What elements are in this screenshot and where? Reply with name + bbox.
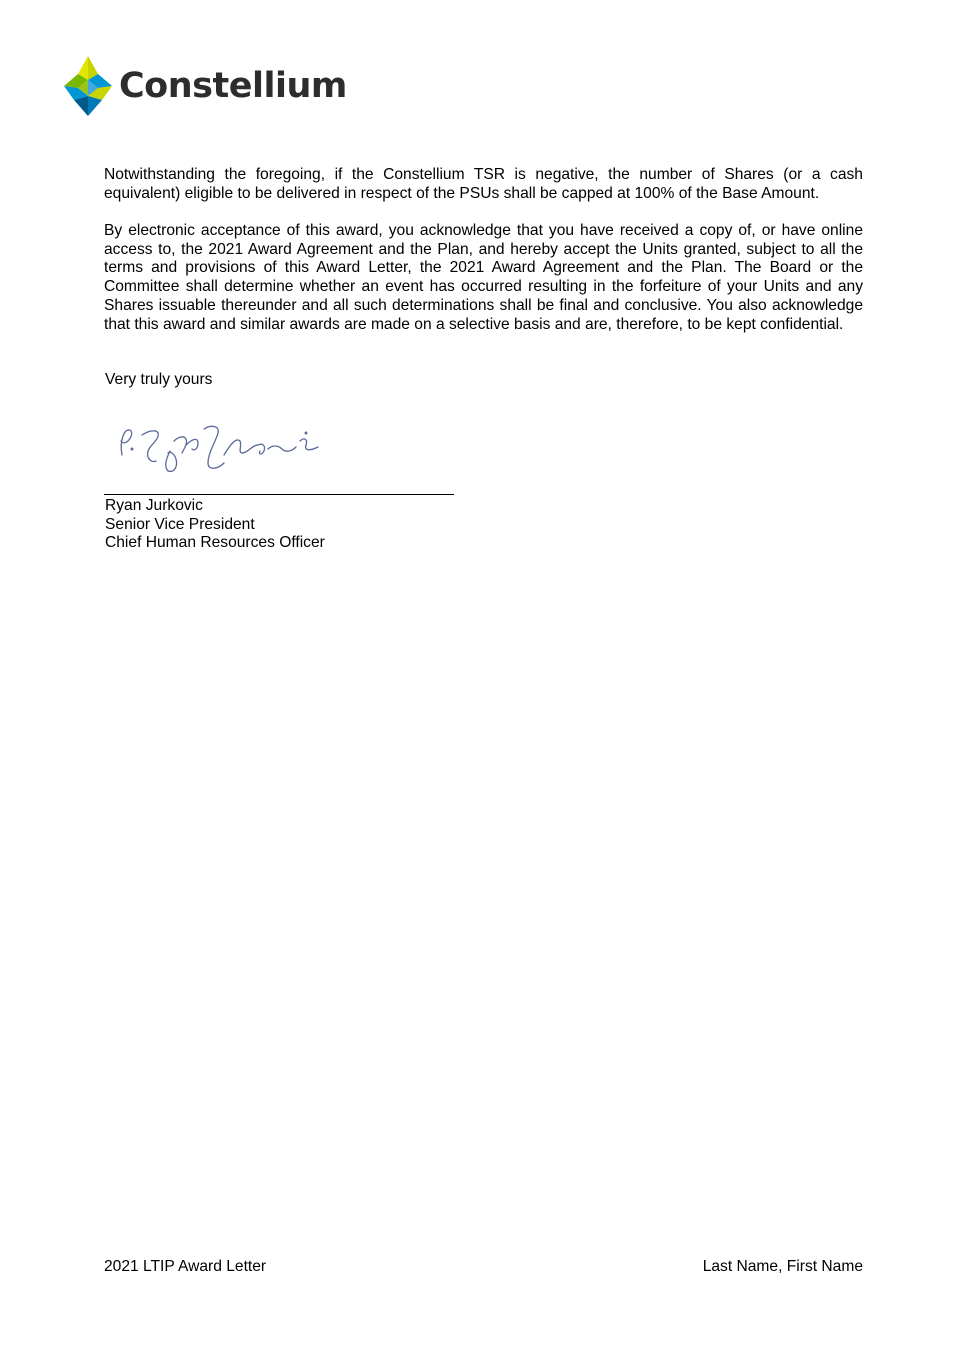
paragraph-acceptance: By electronic acceptance of this award, you acknowledge that you have received a copy of, or have online access to, the 2021 Award Agreement and the Plan, and hereby accept the Units granted, subject to all the terms and provisions of this Award Letter, the 2021 Award Agreement and the Plan. The Board or the Committee shall determine whether an event has occurred resulting in the forfeiture of your Units and any Shares issuable thereunder and all such determinations shall be final and conclusive. You also acknowledge that this award and similar awards are made on a selective basis and are, therefore, to be kept confidential. [104,222,863,333]
signer-title: Senior Vice President [105,515,255,533]
footer-recipient-name: Last Name, First Name [702,1258,863,1275]
signer-block [105,497,325,553]
handwritten-signature [112,415,332,475]
company-logo [64,56,347,116]
logo-wordmark: Constellium [119,65,347,106]
footer-document-title: 2021 LTIP Award Letter [104,1258,267,1275]
paragraph-tsr-cap: Notwithstanding the foregoing, if the Constellium TSR is negative, the number of Shares (or a cash equivalent) eligible to be delivered in respect of the PSUs shall be capped at 100% of the Base Amount. [104,166,863,202]
constellium-star-icon [64,56,112,116]
signer-name: Ryan Jurkovic [105,497,203,514]
closing-salutation: Very truly yours [105,371,213,388]
signer-role: Chief Human Resources Officer [105,534,325,552]
signature-line [104,494,454,495]
